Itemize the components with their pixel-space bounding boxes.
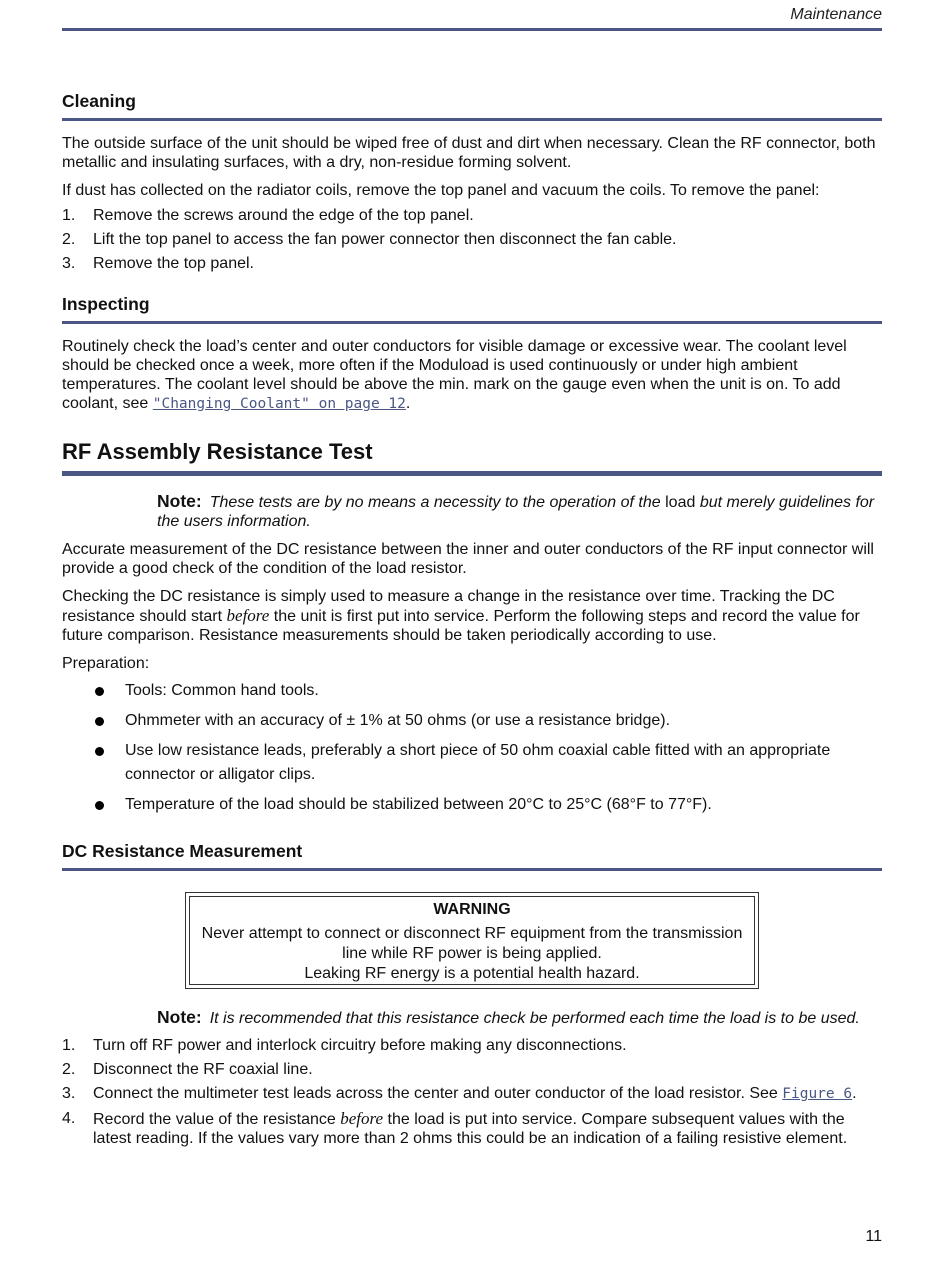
page-number: 11: [865, 1228, 882, 1245]
rf-test-body: [62, 540, 882, 823]
dc-steps: [62, 1036, 882, 1148]
warning-box: [185, 892, 759, 989]
preparation-list: [62, 679, 882, 817]
warning-title: WARNING: [433, 901, 511, 918]
list-item: 1. Turn off RF power and interlock circuitry before making any disconnections.: [62, 1037, 627, 1054]
inspecting-paragraph: Routinely check the load’s center and outer conductors for visible damage or excessive wear. The coolant level should be checked once a week, more often if the Moduload is used continuously or under high ambient temperatures. The coolant level should be above the min. mark on the gauge even when the unit is on. To add coolant, see "Changing Coolant" on page 12.: [62, 338, 847, 412]
cleaning-body: [62, 134, 882, 278]
rf-test-note: Note: These tests are by no means a necessity to the operation of the load but merely guidelines for the users information.: [157, 491, 875, 530]
heading-rule: [62, 868, 882, 871]
cleaning-section: [62, 91, 882, 121]
heading-rule: [62, 118, 882, 121]
cleaning-heading: Cleaning: [62, 91, 136, 111]
rf-test-paragraph-1: Accurate measurement of the DC resistance between the inner and outer conductors of the RF input connector will provide a good check of the condition of the load resistor.: [62, 541, 874, 577]
dc-section: [62, 841, 882, 871]
header-rule: [62, 28, 882, 31]
dc-note: Note: It is recommended that this resistance check be performed each time the load is to be used.: [157, 1007, 860, 1027]
bullet-icon: [95, 801, 104, 810]
inspecting-heading: Inspecting: [62, 294, 150, 314]
list-item: 2. Disconnect the RF coaxial line.: [62, 1061, 313, 1078]
rf-test-paragraph-2: Checking the DC resistance is simply used to measure a change in the resistance over time. Tracking the DC resistance should start before the unit is first put into service. Perform the following steps and record the value for future comparison. Resistance measurements should be taken periodically according to use.: [62, 588, 860, 644]
warning-text: Leaking RF energy is a potential health hazard.: [304, 965, 640, 982]
note-label: Note:: [157, 1007, 202, 1027]
rf-test-section: [62, 439, 882, 476]
changing-coolant-link[interactable]: "Changing Coolant" on page 12: [152, 396, 406, 412]
bullet-icon: [95, 687, 104, 696]
list-item: Use low resistance leads, preferably a short piece of 50 ohm coaxial cable fitted with an appropriate connector or alligator clips.: [62, 739, 882, 787]
rf-test-heading: RF Assembly Resistance Test: [62, 439, 373, 464]
cleaning-paragraph-2: If dust has collected on the radiator coils, remove the top panel and vacuum the coils. To remove the panel:: [62, 182, 820, 199]
preparation-label: Preparation:: [62, 655, 150, 672]
figure-6-link[interactable]: Figure 6: [782, 1086, 853, 1102]
list-item: Tools: Common hand tools.: [62, 679, 882, 703]
list-item: 4. Record the value of the resistance before the load is put into service. Compare subsequent values with the latest reading. If the values vary more than 2 ohms this could be an indication of a failing resistive element.: [62, 1109, 848, 1147]
inspecting-section: [62, 294, 882, 324]
bullet-icon: [95, 717, 104, 726]
running-header: Maintenance: [790, 6, 882, 23]
bullet-icon: [95, 747, 104, 756]
list-item: Temperature of the load should be stabilized between 20°C to 25°C (68°F to 77°F).: [62, 793, 882, 817]
heading-rule: [62, 471, 882, 476]
list-item: 3. Connect the multimeter test leads across the center and outer conductor of the load resistor. See Figure 6.: [62, 1085, 857, 1102]
warning-text: Never attempt to connect or disconnect RF equipment from the transmission line while RF power is being applied.: [201, 925, 743, 962]
dc-heading: DC Resistance Measurement: [62, 841, 303, 861]
note-label: Note:: [157, 491, 202, 511]
list-item: 1. Remove the screws around the edge of the top panel.: [62, 207, 474, 224]
inspecting-body: [62, 337, 882, 414]
dc-steps-block: [62, 1036, 882, 1153]
cleaning-steps: [62, 206, 882, 273]
list-item: 3. Remove the top panel.: [62, 255, 254, 272]
cleaning-paragraph-1: The outside surface of the unit should be wiped free of dust and dirt when necessary. Clean the RF connector, both metallic and insulating surfaces, with a dry, non-residue forming solvent.: [62, 135, 876, 171]
heading-rule: [62, 321, 882, 324]
list-item: 2. Lift the top panel to access the fan power connector then disconnect the fan cable.: [62, 231, 677, 248]
list-item: Ohmmeter with an accuracy of ± 1% at 50 ohms (or use a resistance bridge).: [62, 709, 882, 733]
